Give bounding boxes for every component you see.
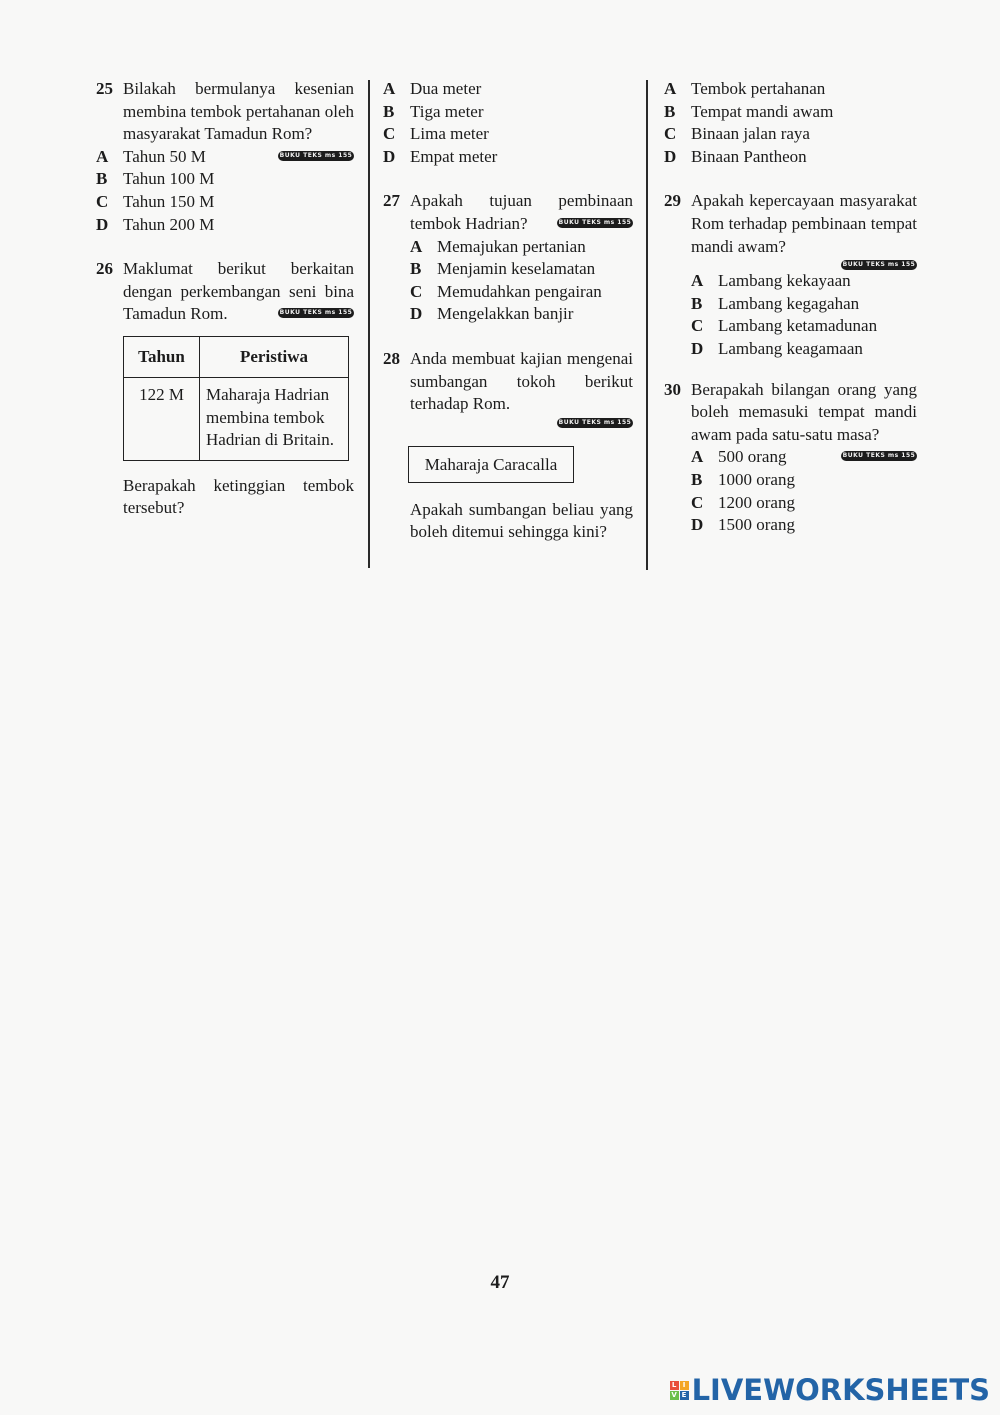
table-cell-year: 122 M <box>124 377 200 460</box>
option-d[interactable]: D 1500 orang <box>691 515 795 535</box>
option-a[interactable]: A Dua meter <box>383 79 482 98</box>
question-stem: Apakah kepercayaan masyarakat Rom terhadap pembinaan tempat mandi awam? BUKU TEKS ms 155 <box>691 191 917 269</box>
question-stem: Apakah tujuan pembinaan tembok Hadrian? BUKU TEKS ms 155 <box>410 191 633 233</box>
liveworksheets-brand[interactable] <box>670 1372 990 1408</box>
textbook-tag: BUKU TEKS ms 155 <box>558 218 632 226</box>
option-d[interactable]: D Tahun 200 M <box>96 214 215 234</box>
options-27 <box>410 236 633 326</box>
question-30 <box>664 379 917 537</box>
figure-box: Maharaja Caracalla <box>408 446 574 483</box>
options-29 <box>691 270 917 360</box>
question-prompt: Berapakah ketinggian tembok tersebut? <box>123 475 354 518</box>
info-table <box>123 336 349 461</box>
option-d[interactable]: D Lambang keagamaan <box>691 338 863 358</box>
question-stem: Berapakah bilangan orang yang boleh memasuki tempat mandi awam pada satu-satu masa? BUKU TEKS ms 155 <box>691 379 917 460</box>
question-26 <box>96 258 354 520</box>
table-cell-event: Maharaja Hadrian membina tembok Hadrian di Britain. <box>200 377 349 460</box>
option-c[interactable]: C Lima meter <box>383 124 489 144</box>
column-divider-right <box>646 80 648 570</box>
option-c[interactable]: C 1200 orang <box>691 492 795 512</box>
question-stem: Bilakah bermulanya kesenian membina tembok pertahanan oleh masyarakat Tamadun Rom? BUKU TEKS ms 155 <box>123 79 354 159</box>
page-number: 47 <box>490 1272 510 1293</box>
option-d[interactable]: D Empat meter <box>383 146 498 166</box>
question-number: 29 <box>664 191 681 211</box>
textbook-tag: BUKU TEKS ms 155 <box>558 418 632 426</box>
options-30 <box>691 446 917 536</box>
option-c[interactable]: C Memudahkan pengairan <box>410 281 602 301</box>
option-b[interactable]: B Tahun 100 M <box>96 169 215 189</box>
textbook-tag: BUKU TEKS ms 155 <box>842 452 916 460</box>
textbook-tag: BUKU TEKS ms 155 <box>842 261 916 269</box>
question-number: 27 <box>383 191 400 211</box>
option-d[interactable]: D Binaan Pantheon <box>664 146 807 166</box>
question-number: 28 <box>383 348 400 368</box>
option-a[interactable]: A 500 orang <box>691 447 787 467</box>
option-b[interactable]: B Tempat mandi awam <box>664 101 834 121</box>
option-d[interactable]: D Mengelakkan banjir <box>410 304 574 324</box>
brand-name: LIVEWORKSHEETS <box>691 1373 990 1407</box>
question-28-prompt-wrap <box>383 499 633 544</box>
table-header-event: Peristiwa <box>200 336 349 377</box>
liveworksheets-logo-icon: L I V E <box>670 1381 689 1400</box>
option-a[interactable]: A Memajukan pertanian <box>410 236 586 256</box>
options-25 <box>96 146 354 236</box>
question-stem: Anda membuat kajian mengenai sumbangan tokoh berikut terhadap Rom. BUKU TEKS ms 155 <box>410 348 633 426</box>
question-number: 25 <box>96 79 113 98</box>
option-c[interactable]: C Binaan jalan raya <box>664 124 810 144</box>
column-divider-left <box>368 80 370 568</box>
option-a[interactable]: A Tahun 50 M <box>96 146 206 166</box>
option-a[interactable]: A Lambang kekayaan <box>691 271 851 291</box>
question-29 <box>664 190 917 360</box>
option-b[interactable]: B Tiga meter <box>383 101 484 121</box>
column-3 <box>664 78 917 537</box>
question-27 <box>383 190 633 326</box>
question-stem: Maklumat berikut berkaitan dengan perkembangan seni bina Tamadun Rom. BUKU TEKS ms 155 <box>123 259 354 324</box>
option-c[interactable]: C Tahun 150 M <box>96 191 215 211</box>
question-prompt: Apakah sumbangan beliau yang boleh ditemui sehingga kini? <box>410 499 633 542</box>
column-1 <box>96 78 354 520</box>
option-c[interactable]: C Lambang ketamadunan <box>691 316 878 336</box>
textbook-tag: BUKU TEKS ms 155 <box>279 309 353 317</box>
question-number: 26 <box>96 259 113 279</box>
options-28 <box>664 78 917 168</box>
option-b[interactable]: B Menjamin keselamatan <box>410 259 596 279</box>
question-28 <box>383 348 633 428</box>
table-header-year: Tahun <box>124 336 200 377</box>
options-26 <box>383 78 633 168</box>
option-a[interactable]: A Tembok pertahanan <box>664 79 826 98</box>
column-2 <box>383 78 633 544</box>
question-number: 30 <box>664 379 681 399</box>
option-b[interactable]: B 1000 orang <box>691 469 795 489</box>
option-b[interactable]: B Lambang kegagahan <box>691 293 860 313</box>
textbook-tag: BUKU TEKS ms 155 <box>279 151 353 159</box>
